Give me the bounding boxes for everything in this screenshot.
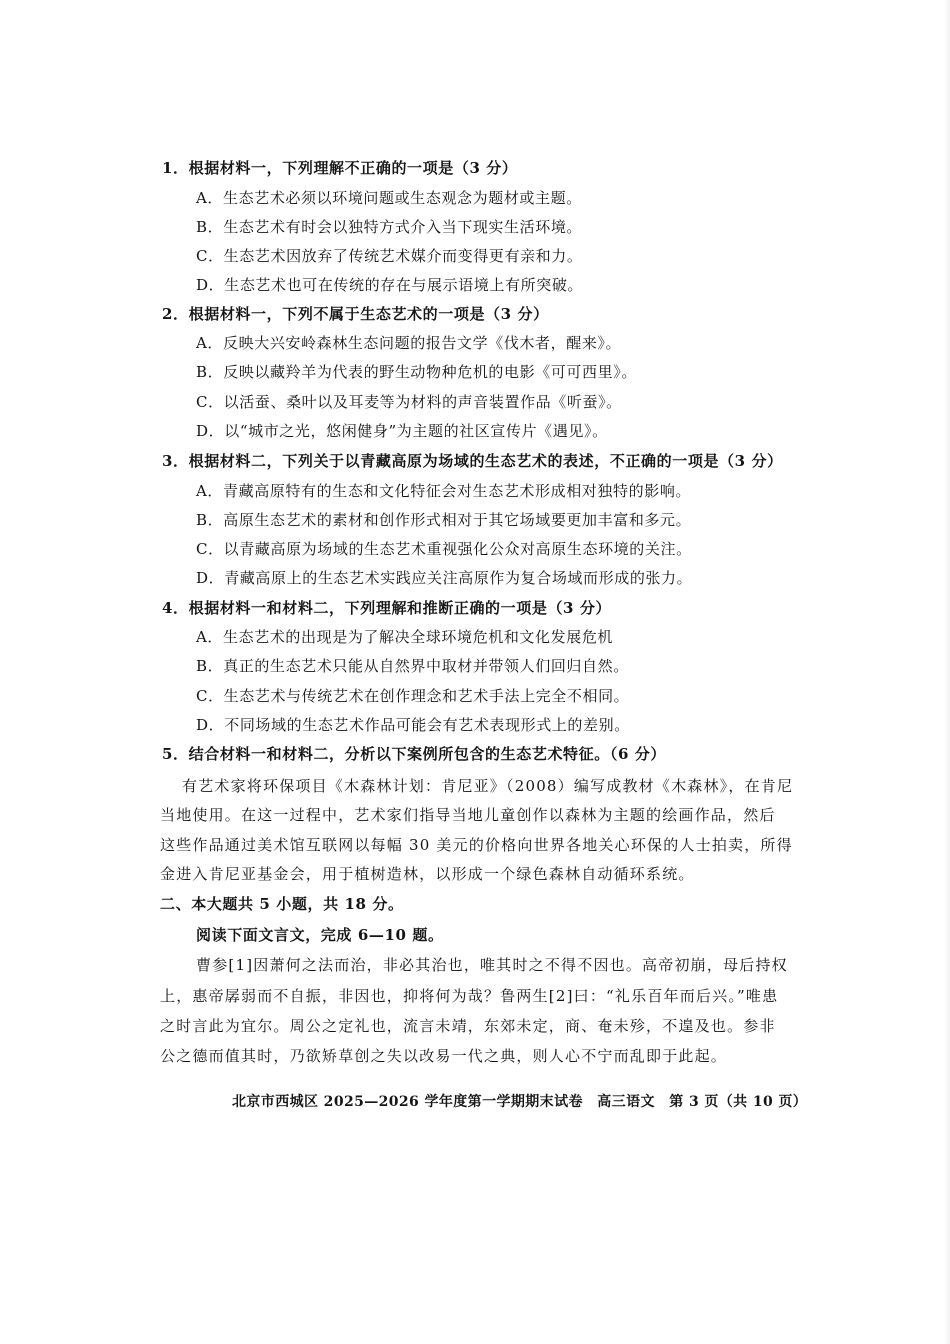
classical-passage-line-1: 曹参[1]因萧何之法而治，非必其治也，唯其时之不得不因也。高帝初崩，母后持权 xyxy=(196,956,788,974)
question-3-stem: 3．根据材料二，下列关于以青藏高原为场域的生态艺术的表述，不正确的一项是（3 分） xyxy=(162,452,783,470)
classical-passage-line-4: 公之德而值其时，乃欲矫草创之失以改易一代之典，则人心不宁而乱即于此起。 xyxy=(160,1047,728,1065)
question-3-option-d: D．青藏高原上的生态艺术实践应关注高原作为复合场域而形成的张力。 xyxy=(196,569,693,587)
question-2-option-b: B．反映以藏羚羊为代表的野生动物种危机的电影《可可西里》。 xyxy=(196,363,637,381)
question-4-option-c: C．生态艺术与传统艺术在创作理念和艺术手法上完全不相同。 xyxy=(196,687,630,705)
case-passage-line-2: 当地使用。在这一过程中，艺术家们指导当地儿童创作以森林为主题的绘画作品，然后 xyxy=(160,806,776,824)
section-heading: 二、本大题共 5 小题，共 18 分。 xyxy=(160,895,404,913)
question-4-option-a: A．生态艺术的出现是为了解决全球环境危机和文化发展危机 xyxy=(196,628,614,646)
question-2-option-a: A．反映大兴安岭森林生态问题的报告文学《伐木者，醒来》。 xyxy=(196,334,622,352)
question-1-stem: 1．根据材料一，下列理解不正确的一项是（3 分） xyxy=(162,159,518,177)
question-1-option-c: C．生态艺术因放弃了传统艺术媒介而变得更有亲和力。 xyxy=(196,247,583,265)
question-2-stem: 2．根据材料一，下列不属于生态艺术的一项是（3 分） xyxy=(162,305,549,323)
question-4-stem: 4．根据材料一和材料二，下列理解和推断正确的一项是（3 分） xyxy=(162,599,612,617)
question-3-option-c: C．以青藏高原为场域的生态艺术重视强化公众对高原生态环境的关注。 xyxy=(196,540,692,558)
question-2-option-c: C．以活蚕、桑叶以及耳麦等为材料的声音装置作品《听蚕》。 xyxy=(196,393,622,411)
question-1-option-b: B．生态艺术有时会以独特方式介入当下现实生活环境。 xyxy=(196,218,583,236)
question-4-option-d: D．不同场域的生态艺术作品可能会有艺术表现形式上的差别。 xyxy=(196,716,630,734)
scan-edge-shadow xyxy=(944,0,950,1344)
page-footer: 北京市西城区 2025—2026 学年度第一学期期末试卷 高三语文 第 3 页（共 10 页） xyxy=(232,1094,808,1110)
question-4-option-b: B．真正的生态艺术只能从自然界中取材并带领人们回归自然。 xyxy=(196,657,629,675)
classical-passage-line-2: 上，惠帝孱弱而不自振，非因也，抑将何为哉？鲁两生[2]曰：“礼乐百年而后兴。”唯患 xyxy=(160,987,779,1005)
question-1-option-d: D．生态艺术也可在传统的存在与展示语境上有所突破。 xyxy=(196,276,584,294)
case-passage-line-4: 金进入肯尼亚基金会，用于植树造林，以形成一个绿色森林自动循环系统。 xyxy=(160,865,695,883)
question-5-stem: 5．结合材料一和材料二，分析以下案例所包含的生态艺术特征。（6 分） xyxy=(162,745,666,763)
question-1-option-a: A．生态艺术必须以环境问题或生态观念为题材或主题。 xyxy=(196,189,582,207)
section-instruction: 阅读下面文言文，完成 6—10 题。 xyxy=(196,926,444,944)
case-passage-line-1: 有艺术家将环保项目《木森林计划：肯尼亚》（2008）编写成教材《木森林》，在肯尼 xyxy=(182,777,794,795)
question-3-option-b: B．高原生态艺术的素材和创作形式相对于其它场域要更加丰富和多元。 xyxy=(196,511,692,529)
question-2-option-d: D．以“城市之光，悠闲健身”为主题的社区宣传片《遇见》。 xyxy=(196,422,608,440)
classical-passage-line-3: 之时言此为宜尔。周公之定礼也，流言未靖，东郊未定，商、奄未殄，不遑及也。参非 xyxy=(160,1017,776,1035)
case-passage-line-3: 这些作品通过美术馆互联网以每幅 30 美元的价格向世界各地关心环保的人士拍卖，所得 xyxy=(160,836,793,854)
question-3-option-a: A．青藏高原特有的生态和文化特征会对生态艺术形成相对独特的影响。 xyxy=(196,482,692,500)
